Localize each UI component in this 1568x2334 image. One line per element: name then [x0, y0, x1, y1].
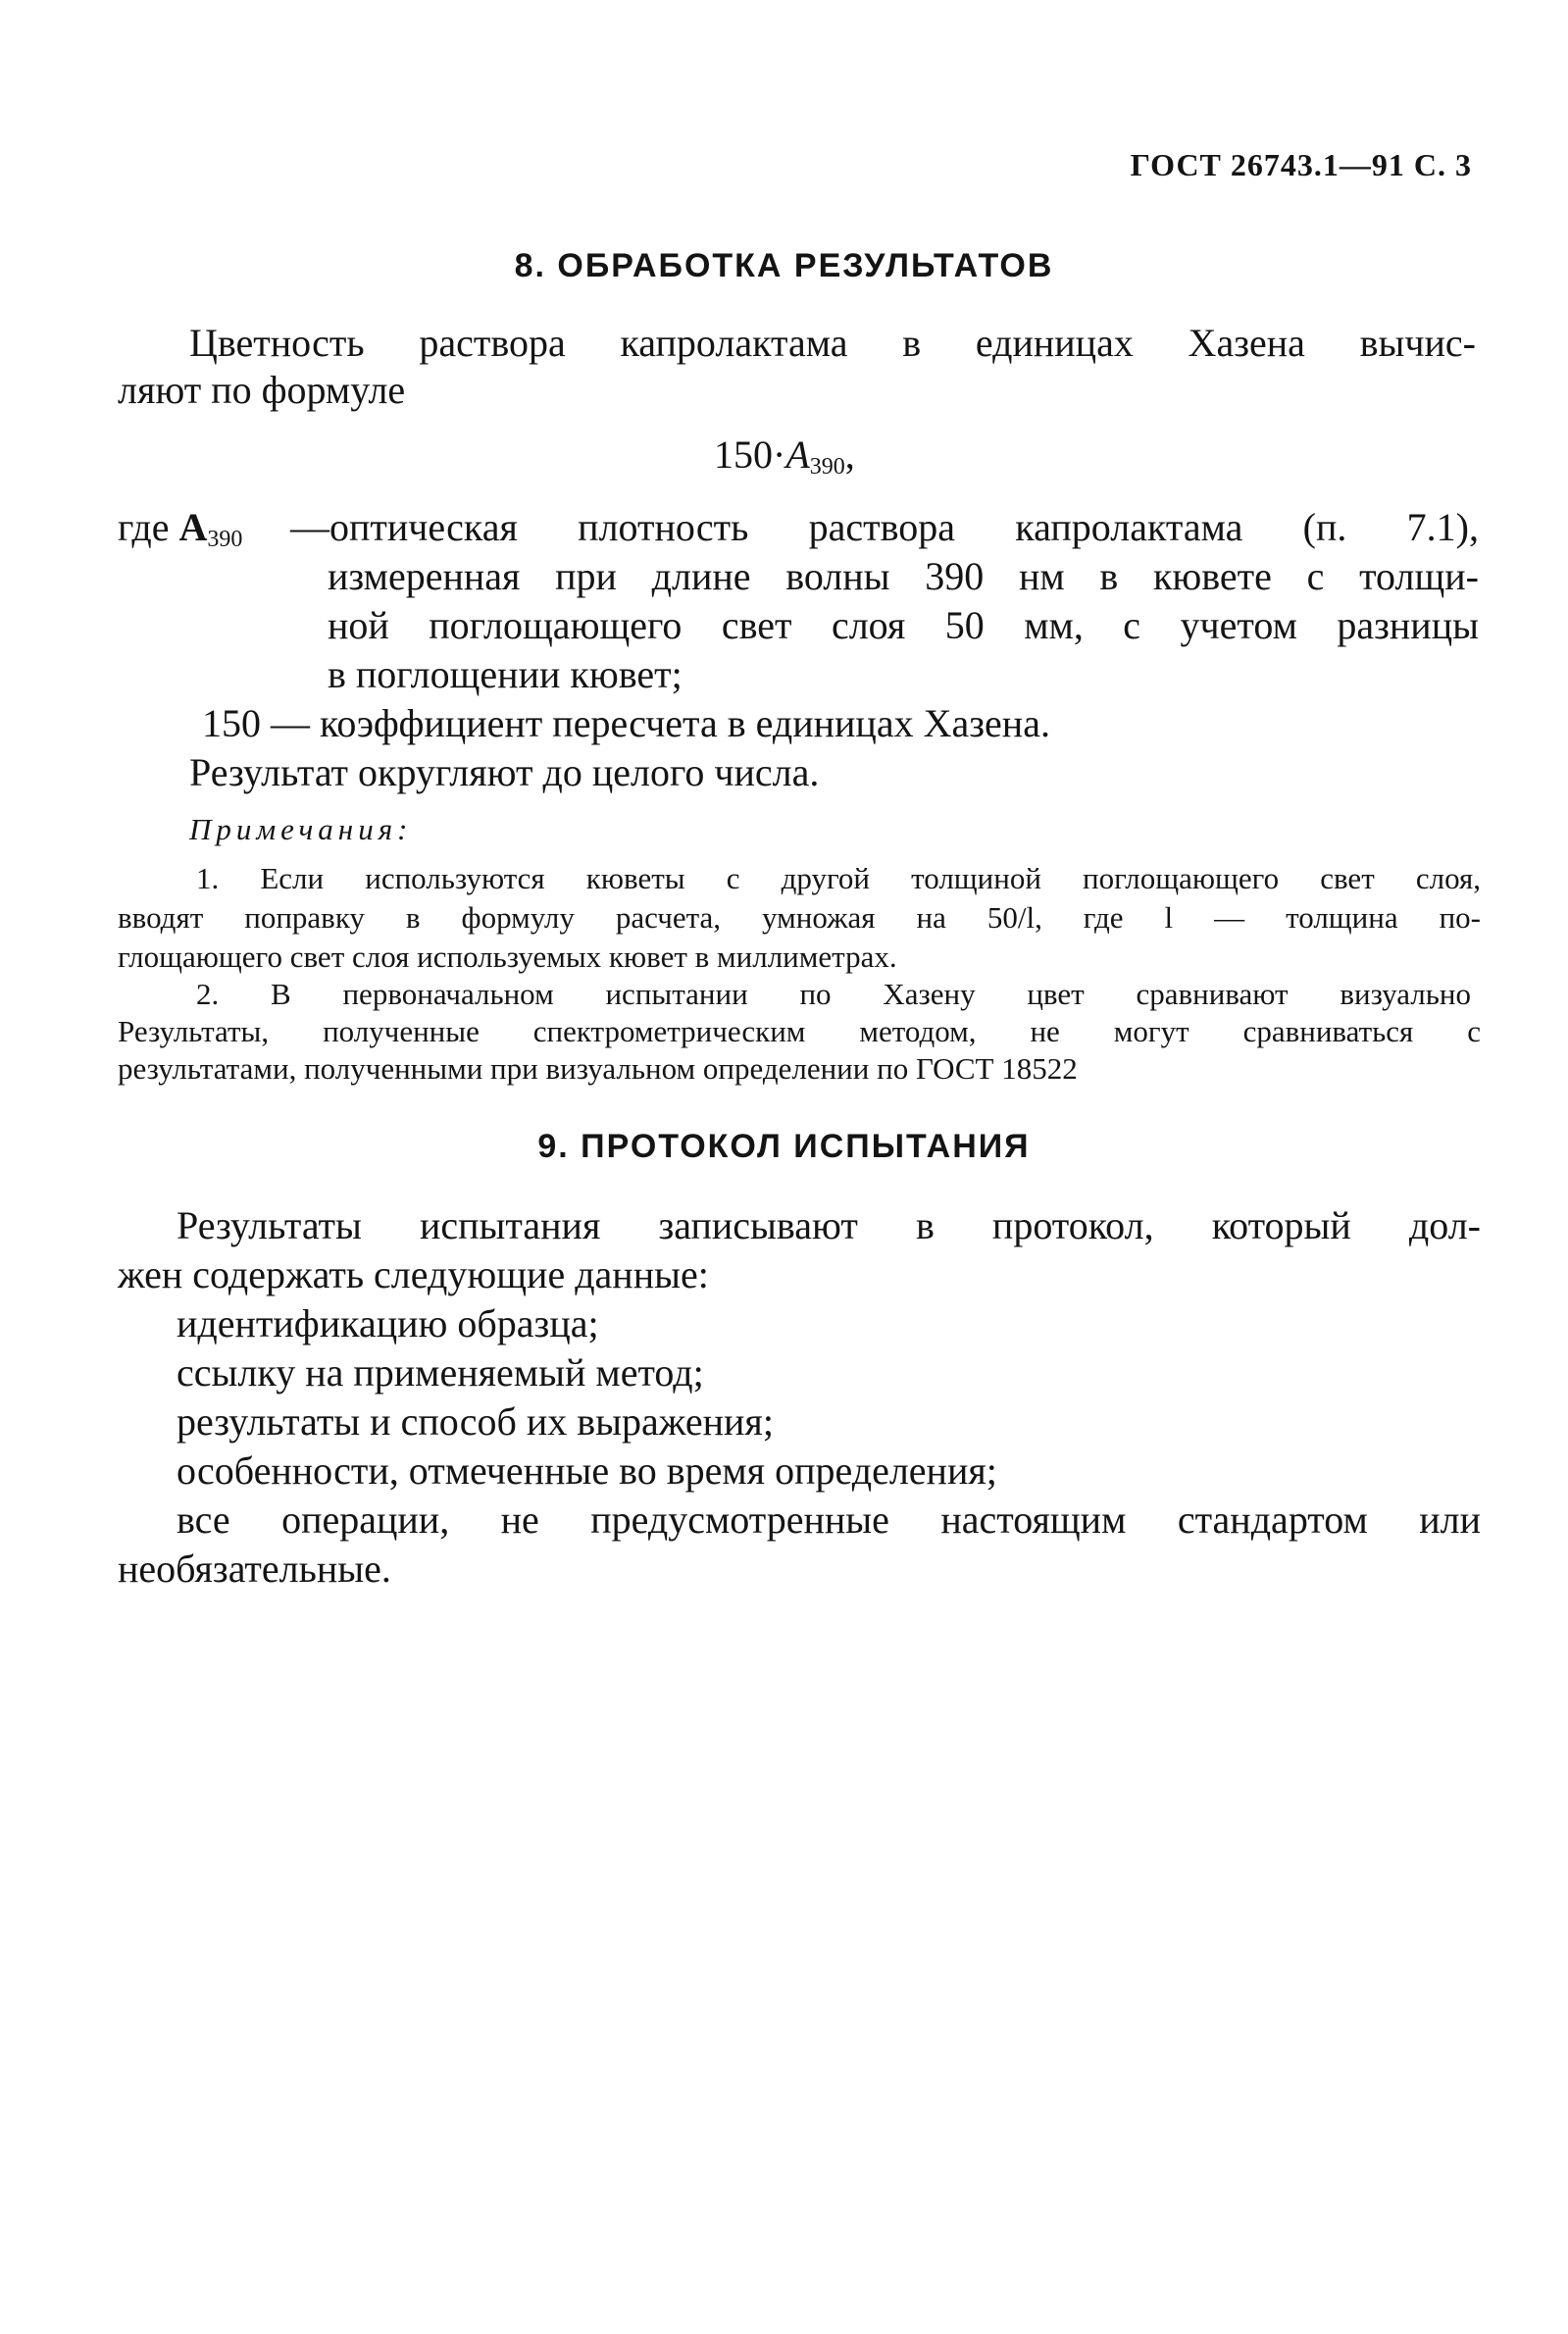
- note-2-line1: 2. В первоначальном испытании по Хазену цвет сравнивают визуально: [196, 977, 1471, 1011]
- formula-variable: A: [785, 432, 810, 477]
- note-1-line2: вводят поправку в формулу расчета, умножая на 50/l, где l — толщина по-: [118, 900, 1481, 935]
- absorbance-subscript: 390: [207, 527, 243, 552]
- formula-tail: ,: [844, 432, 855, 477]
- section-8-heading: 8. ОБРАБОТКА РЕЗУЛЬТАТОВ: [514, 247, 1054, 284]
- formula-subscript: 390: [809, 454, 845, 480]
- absorbance-symbol: A: [178, 505, 208, 549]
- note-1-line1: 1. Если используются кюветы с другой толщиной поглощающего свет слоя,: [196, 861, 1481, 895]
- formula-coefficient: 150·: [714, 432, 786, 477]
- section-9-last-line1: все операции, не предусмотренные настоящим стандартом или: [177, 1497, 1481, 1542]
- hazen-formula: [714, 431, 855, 481]
- notes-title: Примечания:: [189, 812, 413, 846]
- running-header: ГОСТ 26743.1—91 С. 3: [1130, 147, 1472, 182]
- protocol-item: особенности, отмеченные во время определения;: [177, 1448, 997, 1493]
- definition-1-line3: ной поглощающего свет слоя 50 мм, с учетом разницы: [328, 603, 1479, 647]
- note-2-line3: результатами, полученными при визуальном определении по ГОСТ 18522: [118, 1051, 1078, 1086]
- section-8-intro-line2: ляют по формуле: [118, 368, 406, 412]
- note-1-line3: глощающего свет слоя используемых кювет в миллиметрах.: [118, 939, 897, 974]
- protocol-item: результаты и способ их выражения;: [177, 1399, 774, 1444]
- definition-2: 150 — коэффициент пересчета в единицах Хазена.: [202, 701, 1050, 745]
- section-9-heading: 9. ПРОТОКОЛ ИСПЫТАНИЯ: [537, 1128, 1031, 1165]
- definition-1-line4: в поглощении кювет;: [328, 652, 683, 696]
- section-9-last-line2: необязательные.: [118, 1547, 391, 1591]
- protocol-item: идентификацию образца;: [177, 1301, 599, 1345]
- note-2-line2: Результаты, полученные спектрометрическим методом, не могут сравниваться с: [118, 1014, 1481, 1048]
- protocol-item: ссылку на применяемый метод;: [177, 1350, 704, 1395]
- section-9-intro-line2: жен содержать следующие данные:: [118, 1252, 709, 1296]
- section-9-intro-line1: Результаты испытания записывают в протокол, который дол-: [177, 1203, 1481, 1247]
- section-8-intro-line1: Цветность раствора капролактама в единицах Хазена вычис-: [189, 321, 1476, 365]
- definition-1-line1: —оптическая плотность раствора капролактама (п. 7.1),: [290, 505, 1479, 549]
- where-word: где: [118, 505, 170, 549]
- rounding-rule: Результат округляют до целого числа.: [189, 750, 820, 794]
- definition-1-line2: измеренная при длине волны 390 нм в кювете с толщи-: [328, 554, 1479, 598]
- definition-1-term: [118, 505, 243, 552]
